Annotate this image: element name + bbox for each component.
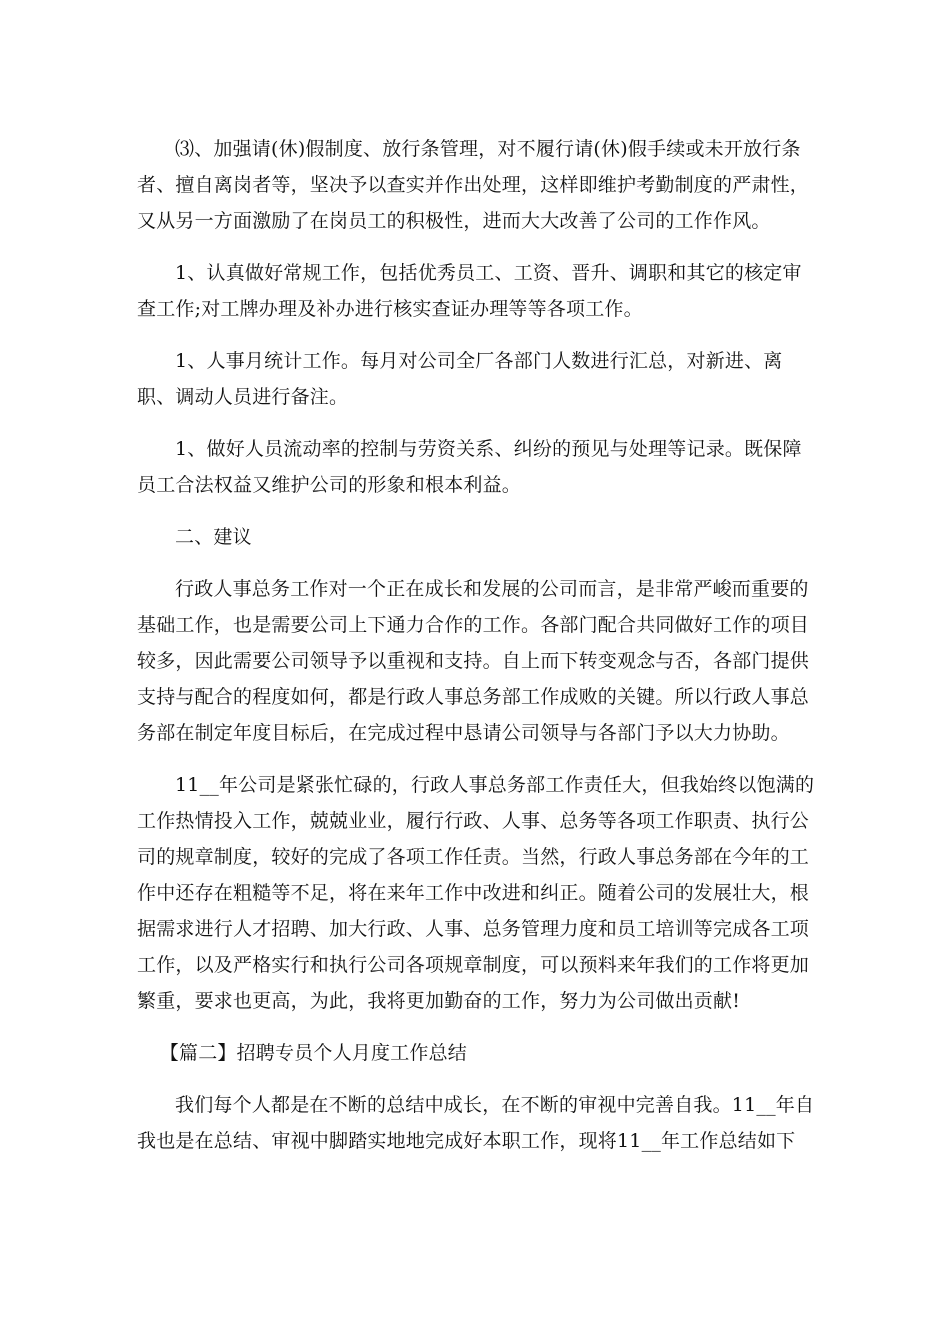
paragraph-monthly-statistics: 1、人事月统计工作。每月对公司全厂各部门人数进行汇总，对新进、离职、调动人员进行备注。 — [137, 350, 783, 408]
paragraph-routine-work: 1、认真做好常规工作，包括优秀员工、工资、晋升、调职和其它的核定审查工作;对工牌办理及补办进行核实查证办理等等各项工作。 — [137, 262, 802, 320]
paragraph-turnover-control: 1、做好人员流动率的控制与劳资关系、纠纷的预见与处理等记录。既保障员工合法权益又维护公司的形象和根本利益。 — [137, 438, 802, 496]
paragraph-year-summary: 11__年公司是紧张忙碌的，行政人事总务部工作责任大，但我始终以饱满的工作热情投入工作，兢兢业业，履行行政、人事、总务等各项工作职责、执行公司的规章制度，较好的完成了各项工作任责。当然，行政人事总务部在今年的工作中还存在粗糙等不足，将在来年工作中改进和纠正。随着公司的发展壮大，根据需求进行人才招聘、加大行政、人事、总务管理力度和员工培训等完成各工项工作，以及严格实行和执行公司各项规章制度，可以预料来年我们的工作将更加繁重，要求也更高，为此，我将更加勤奋的工作，努力为公司做出贡献! — [137, 774, 815, 1012]
document-body — [137, 131, 817, 1175]
paragraph-recruiter-intro: 我们每个人都是在不断的总结中成长，在不断的审视中完善自我。11__年自我也是在总结、审视中脚踏实地地完成好本职工作，现将11__年工作总结如下 — [137, 1094, 815, 1152]
section-heading-suggestions: 二、建议 — [175, 526, 252, 548]
article-title-part-two: 【篇二】招聘专员个人月度工作总结 — [159, 1042, 467, 1064]
paragraph-suggestions: 行政人事总务工作对一个正在成长和发展的公司而言，是非常严峻而重要的基础工作，也是需要公司上下通力合作的工作。各部门配合共同做好工作的项目较多，因此需要公司领导予以重视和支持。自上而下转变观念与否，各部门提供支持与配合的程度如何，都是行政人事总务部工作成败的关键。所以行政人事总务部在制定年度目标后，在完成过程中恳请公司领导与各部门予以大力协助。 — [137, 578, 810, 744]
paragraph-leave-management: ⑶、加强请(休)假制度、放行条管理，对不履行请(休)假手续或未开放行条者、擅自离岗者等，坚决予以查实并作出处理，这样即维护考勤制度的严肃性，又从另一方面激励了在岗员工的积极性，进而大大改善了公司的工作作风。 — [137, 138, 810, 232]
